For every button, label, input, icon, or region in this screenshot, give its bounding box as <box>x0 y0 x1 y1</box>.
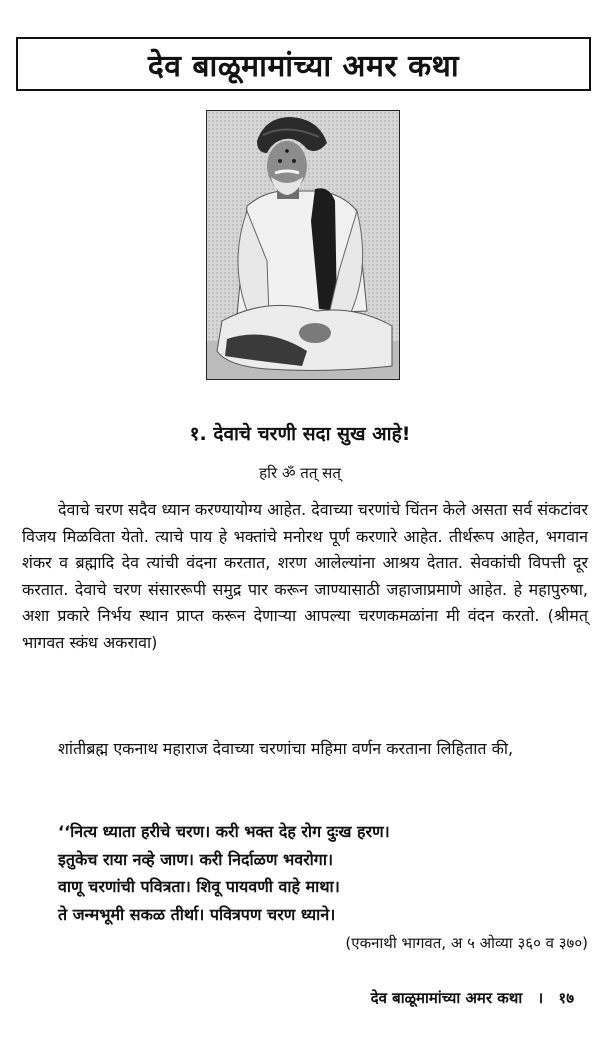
verse-line: इतुकेच राया नव्हे जाण। करी निर्दाळण भवरोगा। <box>58 850 334 869</box>
verse-citation: (एकनाथी भागवत, अ ५ ओव्या ३६० व ३७०) <box>345 934 588 952</box>
page-footer <box>371 988 574 1008</box>
verse-line: ते जन्मभूमी सकळ तीर्था। पवित्रपण चरण ध्याने। <box>58 905 336 924</box>
verse-stanza-1 <box>58 818 588 874</box>
footer-separator: । <box>537 989 544 1007</box>
verse-line: वाणू चरणांची पवित्रता। शिवू पायवणी वाहे माथा। <box>58 877 340 896</box>
chapter-heading: १. देवाचे चरणी सदा सुख आहे! <box>189 423 411 445</box>
book-title: देव बाळूमामांच्या अमर कथा <box>147 48 460 84</box>
portrait-illustration <box>207 111 399 379</box>
portrait-photo <box>206 110 400 380</box>
paragraph-1: देवाचे चरण सदैव ध्यान करण्यायोग्य आहेत. देवाच्या चरणांचे चिंतन केले असता सर्व संकटांवर विजय मिळविता येतो. त्याचे पाय हे भक्तांचे मनोरथ पूर्ण करणारे आहेत. तीर्थरूप आहेत, भगवान शंकर व ब्रह्मादि देव त्यांची वंदना करतात, शरण आलेल्यांना आश्रय देतात. सेवकांची विपत्ती दूर करतात. देवाचे चरण संसाररूपी समुद्र पार करून जाण्यासाठी जहाजाप्रमाणे आहेत. हे महापुरुषा, अशा प्रकारे निर्भय स्थान प्राप्त करून देणाऱ्या आपल्या चरणकमळांना मी वंदन करतो. (श्रीमत् भागवत स्कंध अकरावा) <box>22 500 588 652</box>
paragraph-2: शांतीब्रह्म एकनाथ महाराज देवाच्या चरणांचा महिमा वर्णन करताना लिहितात की, <box>58 739 514 758</box>
invocation-line: हरि ॐ तत् सत् <box>259 464 341 482</box>
page-number: १७ <box>558 989 574 1007</box>
running-title: देव बाळूमामांच्या अमर कथा <box>370 989 523 1007</box>
verse-stanza-2 <box>58 873 588 929</box>
title-box <box>16 37 591 91</box>
verse-line: ‘‘नित्य ध्याता हरीचे चरण। करी भक्त देह रोग दुःख हरण। <box>58 822 390 841</box>
